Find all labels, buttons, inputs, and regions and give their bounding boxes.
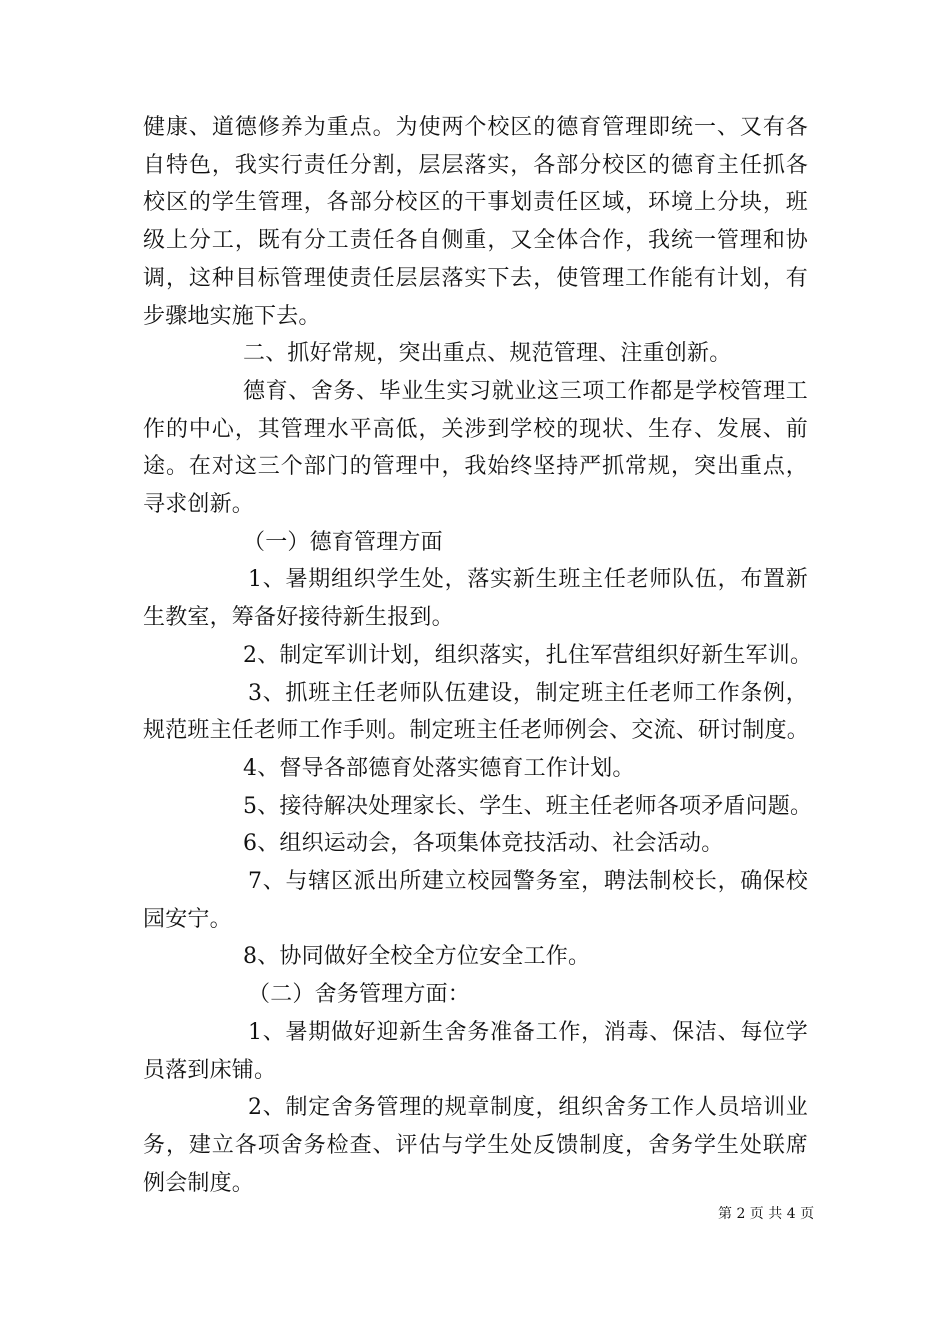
text-line: 调，这种目标管理使责任层层落实下去，使管理工作能有计划，有 xyxy=(143,265,808,291)
text-line: 园安宁。 xyxy=(143,906,232,932)
text-line: 德育、舍务、毕业生实习就业这三项工作都是学校管理工 xyxy=(243,378,808,404)
text-line: 7、与辖区派出所建立校园警务室，聘法制校长，确保校 xyxy=(248,869,808,894)
section-heading: 二、抓好常规，突出重点、规范管理、注重创新。 xyxy=(243,341,732,367)
text-line: 3、抓班主任老师队伍建设，制定班主任老师工作条例， xyxy=(248,680,808,706)
text-line: 规范班主任老师工作手则。制定班主任老师例会、交流、研讨制度。 xyxy=(143,718,810,744)
text-line: 健康、道德修养为重点。为使两个校区的德育管理即统一、又有各 xyxy=(143,115,808,140)
text-line: 4、督导各部德育处落实德育工作计划。 xyxy=(243,755,635,781)
text-line: 8、协同做好全校全方位安全工作。 xyxy=(243,944,591,970)
page-footer: 第 2 页 共 4 页 xyxy=(718,1206,815,1222)
text-line: 步骤地实施下去。 xyxy=(143,303,321,329)
text-line: 例会制度。 xyxy=(143,1170,255,1196)
subsection-heading: （二）舍务管理方面： xyxy=(248,982,471,1008)
text-line: 级上分工，既有分工责任各自侧重，又全体合作，我统一管理和协 xyxy=(143,228,808,254)
text-line: 5、接待解决处理家长、学生、班主任老师各项矛盾问题。 xyxy=(243,793,813,819)
text-line: 寻求创新。 xyxy=(143,492,255,517)
text-line: 校区的学生管理，各部分校区的干事划责任区域，环境上分块，班 xyxy=(143,190,808,216)
text-line: 生教室，筹备好接待新生报到。 xyxy=(143,605,454,631)
text-line: 2、制定舍务管理的规章制度，组织舍务工作人员培训业 xyxy=(248,1095,808,1121)
text-line: 作的中心，其管理水平高低，关涉到学校的现状、生存、发展、前 xyxy=(143,416,808,442)
text-line: 2、制定军训计划，组织落实，扎住军营组织好新生军训。 xyxy=(243,642,813,668)
text-line: 6、组织运动会，各项集体竞技活动、社会活动。 xyxy=(243,831,724,857)
text-line: 员落到床铺。 xyxy=(143,1057,277,1083)
subsection-heading: （一）德育管理方面 xyxy=(243,529,443,555)
text-line: 1、暑期做好迎新生舍务准备工作，消毒、保洁、每位学 xyxy=(248,1019,808,1045)
text-line: 自特色，我实行责任分割，层层落实，各部分校区的德育主任抓各 xyxy=(143,152,808,178)
text-line: 务，建立各项舍务检查、评估与学生处反馈制度，舍务学生处联席 xyxy=(143,1132,808,1158)
text-line: 途。在对这三个部门的管理中，我始终坚持严抓常规，突出重点， xyxy=(143,454,808,480)
text-line: 1、暑期组织学生处，落实新生班主任老师队伍，布置新 xyxy=(248,567,808,593)
